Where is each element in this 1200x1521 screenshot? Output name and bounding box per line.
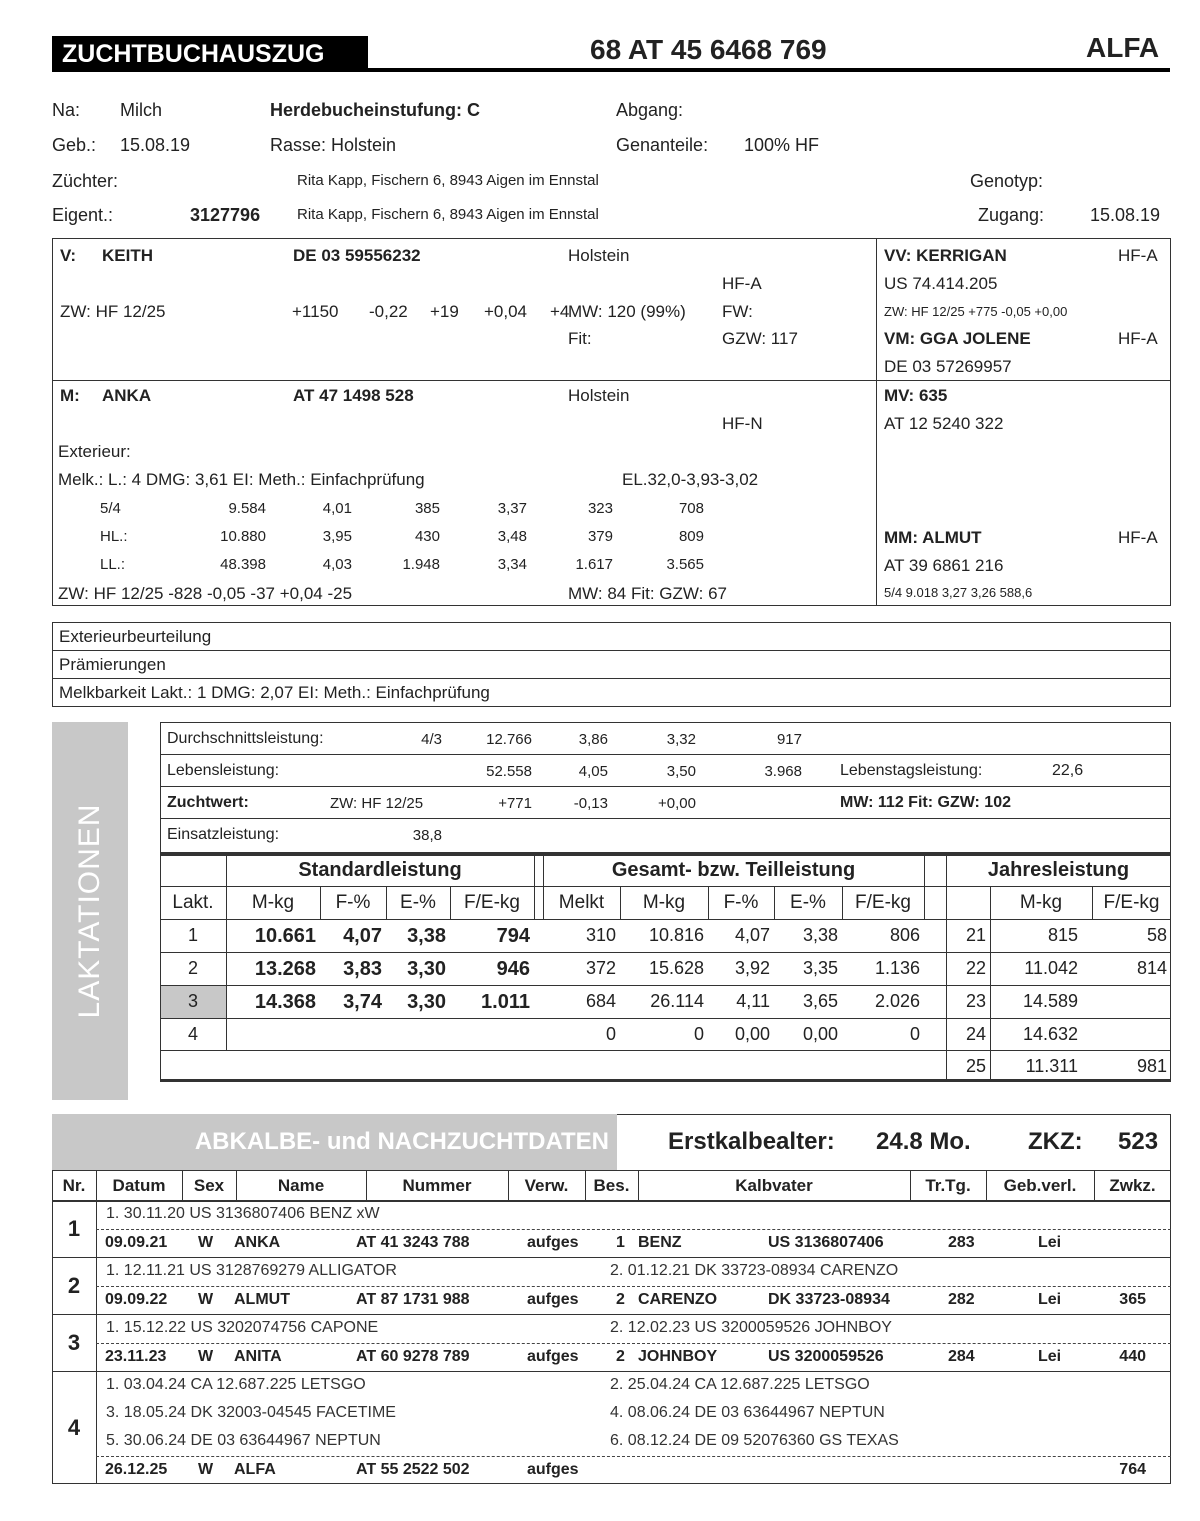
perf-label: 5/4 bbox=[100, 500, 121, 517]
cell-s-ep: 3,38 bbox=[407, 925, 446, 947]
vv-nr: US 74.414.205 bbox=[884, 274, 998, 293]
perf-ep: 3,37 bbox=[497, 500, 527, 517]
perf-ekg: 379 bbox=[587, 528, 613, 545]
cell-kv-nr: DK 33723-08934 bbox=[768, 1291, 890, 1308]
geb-value: 15.08.19 bbox=[120, 135, 191, 155]
geb-label: Geb.: bbox=[52, 135, 97, 155]
dam-exterieur: Exterieur: bbox=[58, 442, 131, 461]
insemination-record: 1. 12.11.21 US 3128769279 ALLIGATOR bbox=[106, 1262, 397, 1279]
divider bbox=[160, 985, 1171, 986]
cell-s-ep: 3,30 bbox=[407, 958, 446, 980]
dam-mw: MW: 84 Fit: GZW: 67 bbox=[568, 584, 728, 603]
sire-code: HF-A bbox=[722, 274, 762, 293]
cell-s-mkg: 14.368 bbox=[254, 991, 316, 1013]
insemination-record: 2. 25.04.24 CA 12.687.225 LETSGO bbox=[610, 1376, 870, 1393]
group-gesamt: Gesamt- bzw. Teilleistung bbox=[611, 859, 856, 881]
col-header: F-% bbox=[723, 892, 759, 913]
insemination-record: 2. 12.02.23 US 3200059526 JOHNBOY bbox=[610, 1319, 892, 1336]
cell-trtg: 283 bbox=[948, 1234, 975, 1251]
perf-fkg: 1.948 bbox=[402, 556, 440, 573]
perf-mkg: 10.880 bbox=[220, 528, 266, 545]
title-rule bbox=[52, 68, 1170, 72]
durchschnitt-fp: 3,86 bbox=[578, 731, 608, 748]
cell-g-mkg: 26.114 bbox=[650, 991, 704, 1011]
zuechter-value: Rita Kapp, Fischern 6, 8943 Aigen im Ennstal bbox=[297, 172, 599, 189]
sire-zw-prot-kg: +4 bbox=[550, 302, 570, 321]
cell-j-fekg: 58 bbox=[1146, 925, 1167, 945]
cell-gebverl: Lei bbox=[1038, 1348, 1062, 1365]
col-header: Melkt bbox=[558, 892, 605, 913]
dam-melk: Melk.: L.: 4 DMG: 3,61 EI: Meth.: Einfachprüfung bbox=[58, 470, 425, 489]
col-header: E-% bbox=[400, 892, 436, 913]
perf-fekg: 708 bbox=[678, 500, 704, 517]
cell-sex: W bbox=[198, 1234, 214, 1251]
lebenstag-label: Lebenstagsleistung: bbox=[840, 762, 983, 779]
perf-label: HL.: bbox=[100, 528, 128, 545]
sire-zw: ZW: HF 12/25 bbox=[60, 302, 166, 321]
vm-code: HF-A bbox=[1118, 329, 1158, 348]
sire-zw-prot-pct: +0,04 bbox=[484, 302, 528, 321]
cell-bes: 2 bbox=[616, 1291, 625, 1308]
col-header: Name bbox=[277, 1176, 325, 1195]
leben-mkg: 52.558 bbox=[486, 763, 532, 780]
perf-ekg: 1.617 bbox=[575, 556, 613, 573]
sire-label: V: bbox=[60, 246, 77, 265]
dam-label: M: bbox=[60, 386, 80, 405]
divider bbox=[52, 1257, 1171, 1258]
divider bbox=[160, 1050, 1171, 1051]
divider bbox=[160, 818, 1171, 819]
mv-name: MV: 635 bbox=[884, 386, 948, 405]
cell-j-fekg: 814 bbox=[1136, 958, 1167, 978]
cell-kv-name: CARENZO bbox=[638, 1291, 718, 1308]
cell-lakt: 1 bbox=[187, 925, 198, 945]
vv-name: VV: KERRIGAN bbox=[884, 246, 1007, 265]
cell-g-fekg: 0 bbox=[909, 1024, 920, 1044]
cell-sex: W bbox=[198, 1348, 214, 1365]
col-header: Verw. bbox=[524, 1176, 569, 1195]
zuchtwert-zw: ZW: HF 12/25 bbox=[330, 795, 424, 812]
cell-sex: W bbox=[198, 1291, 214, 1308]
abkalbe-title: ABKALBE- und NACHZUCHTDATEN bbox=[52, 1114, 617, 1170]
col-header: Nr. bbox=[62, 1176, 86, 1195]
insemination-record: 6. 08.12.24 DE 09 52076360 GS TEXAS bbox=[610, 1432, 899, 1449]
cell-name: ALMUT bbox=[234, 1291, 290, 1308]
entry-nr: 2 bbox=[67, 1272, 81, 1298]
col-header: Geb.verl. bbox=[1003, 1176, 1077, 1195]
genotyp-label: Genotyp: bbox=[970, 171, 1044, 191]
cell-s-ep: 3,30 bbox=[407, 991, 446, 1013]
laktationen-sidebar bbox=[52, 722, 128, 1100]
perf-fkg: 430 bbox=[414, 528, 440, 545]
mm-perf: 5/4 9.018 3,27 3,26 588,6 bbox=[884, 585, 1033, 600]
perf-fekg: 3.565 bbox=[666, 556, 704, 573]
cell-s-fekg: 946 bbox=[496, 958, 530, 980]
dam-el: EL.32,0-3,93-3,02 bbox=[622, 470, 759, 489]
cell-name: ANKA bbox=[234, 1234, 281, 1251]
mm-name: MM: ALMUT bbox=[884, 528, 982, 547]
col-header: F-% bbox=[335, 892, 371, 913]
zkz-value: 523 bbox=[1118, 1128, 1159, 1155]
cell-name: ALFA bbox=[234, 1461, 276, 1478]
col-header: M-kg bbox=[642, 892, 686, 913]
cell-g-fekg: 806 bbox=[889, 925, 920, 945]
exterieurbeurteilung: Exterieurbeurteilung bbox=[59, 627, 212, 646]
divider bbox=[924, 853, 925, 919]
durchschnitt-mkg: 12.766 bbox=[486, 731, 532, 748]
cell-s-fp: 3,74 bbox=[343, 991, 382, 1013]
leben-label: Lebensleistung: bbox=[167, 762, 280, 779]
cell-datum: 09.09.21 bbox=[105, 1234, 168, 1251]
dam-breed: Holstein bbox=[568, 386, 630, 405]
perf-mkg: 48.398 bbox=[220, 556, 266, 573]
insemination-record: 5. 30.06.24 DE 03 63644967 NEPTUN bbox=[106, 1432, 381, 1449]
perf-ekg: 323 bbox=[587, 500, 613, 517]
insemination-record: 1. 30.11.20 US 3136807406 BENZ xW bbox=[106, 1205, 380, 1222]
animal-name: ALFA bbox=[1086, 32, 1160, 63]
praemierungen: Prämierungen bbox=[59, 655, 166, 674]
zuchtwert-mw: MW: 112 Fit: GZW: 102 bbox=[840, 794, 1011, 811]
perf-label: LL.: bbox=[100, 556, 126, 573]
cell-bes: 2 bbox=[616, 1348, 625, 1365]
divider bbox=[160, 754, 1171, 755]
col-header: F/E-kg bbox=[1103, 892, 1160, 913]
divider bbox=[96, 1170, 97, 1484]
col-header: Datum bbox=[112, 1176, 166, 1195]
insemination-record: 4. 08.06.24 DE 03 63644967 NEPTUN bbox=[610, 1404, 885, 1421]
dashed-divider bbox=[96, 1456, 1171, 1457]
perf-fekg: 809 bbox=[678, 528, 704, 545]
cell-s-fekg: 794 bbox=[496, 925, 530, 947]
cell-year: 21 bbox=[965, 925, 986, 945]
divider bbox=[160, 1018, 1171, 1019]
vm-name: VM: GGA JOLENE bbox=[884, 329, 1031, 348]
insemination-record: 1. 03.04.24 CA 12.687.225 LETSGO bbox=[106, 1376, 366, 1393]
cell-lakt: 2 bbox=[187, 958, 198, 978]
col-header: Sex bbox=[193, 1176, 225, 1195]
cell-year: 22 bbox=[965, 958, 986, 978]
col-header: Nummer bbox=[402, 1176, 472, 1195]
cell-year: 23 bbox=[965, 991, 986, 1011]
cell-j-mkg: 14.589 bbox=[1022, 991, 1078, 1011]
col-header: Kalbvater bbox=[735, 1176, 813, 1195]
cell-name: ANITA bbox=[234, 1348, 282, 1365]
cell-kv-nr: US 3200059526 bbox=[768, 1348, 884, 1365]
divider bbox=[990, 886, 991, 1082]
genanteile-label: Genanteile: bbox=[616, 135, 709, 155]
col-header: Bes. bbox=[593, 1176, 630, 1195]
erstkalb-label: Erstkalbealter: bbox=[668, 1128, 835, 1155]
vm-nr: DE 03 57269957 bbox=[884, 357, 1012, 376]
eigent-label: Eigent.: bbox=[52, 205, 114, 225]
cell-g-fekg: 1.136 bbox=[874, 958, 920, 978]
cell-trtg: 284 bbox=[948, 1348, 975, 1365]
cell-g-ep: 3,38 bbox=[802, 925, 838, 945]
cell-j-mkg: 11.311 bbox=[1025, 1056, 1078, 1076]
cell-zwkz: 764 bbox=[1119, 1461, 1146, 1478]
col-header: E-% bbox=[790, 892, 826, 913]
dam-name: ANKA bbox=[102, 386, 152, 405]
cell-datum: 26.12.25 bbox=[105, 1461, 168, 1478]
cell-zwkz: 365 bbox=[1119, 1291, 1146, 1308]
laktationen-label: LAKTATIONEN bbox=[73, 803, 106, 1019]
sire-fit: Fit: bbox=[568, 329, 592, 348]
col-header: F/E-kg bbox=[855, 892, 911, 913]
cell-g-ep: 0,00 bbox=[802, 1024, 838, 1044]
cell-g-fp: 0,00 bbox=[734, 1024, 770, 1044]
cell-s-fp: 4,07 bbox=[343, 925, 382, 947]
cell-nummer: AT 60 9278 789 bbox=[356, 1348, 470, 1365]
vv-code: HF-A bbox=[1118, 246, 1158, 265]
mm-code: HF-A bbox=[1118, 528, 1158, 547]
dashed-divider bbox=[96, 1229, 1171, 1230]
cell-s-mkg: 13.268 bbox=[254, 958, 316, 980]
lebenstag-value: 22,6 bbox=[1052, 762, 1084, 779]
perf-fp: 3,95 bbox=[322, 528, 352, 545]
divider bbox=[534, 853, 535, 919]
cell-datum: 09.09.22 bbox=[105, 1291, 168, 1308]
cell-g-fp: 3,92 bbox=[734, 958, 770, 978]
zugang-value: 15.08.19 bbox=[1090, 205, 1161, 225]
zkz-label: ZKZ: bbox=[1028, 1128, 1083, 1155]
abgang-label: Abgang: bbox=[616, 100, 684, 120]
perf-mkg: 9.584 bbox=[228, 500, 266, 517]
durchschnitt-fekg: 917 bbox=[776, 731, 802, 748]
leben-fp: 4,05 bbox=[578, 763, 608, 780]
zuchtwert-milk: +771 bbox=[498, 795, 532, 812]
divider bbox=[52, 1314, 1171, 1315]
cell-verw: aufges bbox=[527, 1234, 579, 1251]
cell-s-fp: 3,83 bbox=[343, 958, 382, 980]
insemination-record: 3. 18.05.24 DK 32003-04545 FACETIME bbox=[106, 1404, 396, 1421]
cell-nummer: AT 55 2522 502 bbox=[356, 1461, 470, 1478]
perf-ep: 3,34 bbox=[497, 556, 527, 573]
animal-id: 68 AT 45 6468 769 bbox=[590, 34, 827, 65]
sire-zw-milk: +1150 bbox=[292, 302, 339, 321]
sire-breed: Holstein bbox=[568, 246, 630, 265]
perf-ep: 3,48 bbox=[497, 528, 527, 545]
cell-g-fp: 4,07 bbox=[734, 925, 770, 945]
insemination-record: 2. 01.12.21 DK 33723-08934 CARENZO bbox=[610, 1262, 899, 1279]
divider bbox=[52, 380, 1171, 381]
sire-nr: DE 03 59556232 bbox=[293, 246, 421, 265]
cell-g-ep: 3,65 bbox=[802, 991, 838, 1011]
cell-nummer: AT 87 1731 988 bbox=[356, 1291, 470, 1308]
divider bbox=[160, 919, 1171, 920]
leben-ep: 3,50 bbox=[666, 763, 696, 780]
cell-datum: 23.11.23 bbox=[105, 1348, 167, 1365]
cell-year: 25 bbox=[965, 1056, 986, 1076]
durchschnitt-ep: 3,32 bbox=[666, 731, 696, 748]
na-label: Na: bbox=[52, 100, 81, 120]
cell-kv-nr: US 3136807406 bbox=[768, 1234, 884, 1251]
cell-g-mkg: 15.628 bbox=[648, 958, 704, 978]
cell-melkt: 0 bbox=[605, 1024, 616, 1044]
cell-verw: aufges bbox=[527, 1348, 579, 1365]
entry-nr: 4 bbox=[67, 1414, 81, 1440]
perf-fkg: 385 bbox=[414, 500, 440, 517]
mm-nr: AT 39 6861 216 bbox=[884, 556, 1004, 575]
zuchtwert-label: Zuchtwert: bbox=[167, 794, 249, 811]
col-header: M-kg bbox=[251, 892, 295, 913]
group-jahres: Jahresleistung bbox=[987, 859, 1130, 881]
divider bbox=[160, 886, 1171, 887]
zuchtwert-fat: -0,13 bbox=[573, 795, 608, 812]
col-header: M-kg bbox=[1019, 892, 1063, 913]
cell-s-mkg: 10.661 bbox=[254, 925, 316, 947]
dam-code: HF-N bbox=[722, 414, 763, 433]
divider bbox=[160, 952, 1171, 953]
dam-nr: AT 47 1498 528 bbox=[293, 386, 414, 405]
divider bbox=[226, 853, 227, 1050]
cell-g-mkg: 10.816 bbox=[648, 925, 704, 945]
dashed-divider bbox=[96, 1286, 1171, 1287]
rasse: Rasse: Holstein bbox=[270, 135, 397, 155]
cell-g-fekg: 2.026 bbox=[874, 991, 920, 1011]
divider bbox=[160, 786, 1171, 787]
genanteile-value: 100% HF bbox=[744, 135, 820, 155]
cell-s-fekg: 1.011 bbox=[481, 991, 530, 1013]
zuechter-label: Züchter: bbox=[52, 171, 119, 191]
cell-g-mkg: 0 bbox=[693, 1024, 704, 1044]
divider bbox=[876, 238, 877, 606]
divider bbox=[52, 678, 1171, 679]
col-header: Lakt. bbox=[172, 892, 214, 913]
sire-name: KEITH bbox=[102, 246, 153, 265]
insemination-record: 1. 15.12.22 US 3202074756 CAPONE bbox=[106, 1319, 379, 1336]
cell-year: 24 bbox=[965, 1024, 986, 1044]
einsatz-value: 38,8 bbox=[412, 827, 442, 844]
cell-kv-name: JOHNBOY bbox=[638, 1348, 718, 1365]
cell-gebverl: Lei bbox=[1038, 1234, 1062, 1251]
perf-fp: 4,01 bbox=[322, 500, 352, 517]
cell-sex: W bbox=[198, 1461, 214, 1478]
divider bbox=[52, 650, 1171, 651]
eigent-value: Rita Kapp, Fischern 6, 8943 Aigen im Ennstal bbox=[297, 206, 599, 223]
document-title: ZUCHTBUCHAUSZUG bbox=[52, 36, 368, 72]
cell-gebverl: Lei bbox=[1038, 1291, 1062, 1308]
sire-zw-fat-pct: -0,22 bbox=[369, 302, 408, 321]
divider bbox=[52, 1371, 1171, 1372]
cell-zwkz: 440 bbox=[1119, 1348, 1146, 1365]
melkbarkeit: Melkbarkeit Lakt.: 1 DMG: 2,07 EI: Meth.: Einfachprüfung bbox=[59, 683, 490, 702]
cell-verw: aufges bbox=[527, 1291, 579, 1308]
erstkalb-value: 24.8 Mo. bbox=[876, 1128, 971, 1155]
dashed-divider bbox=[96, 1343, 1171, 1344]
cell-g-fp: 4,11 bbox=[736, 991, 770, 1011]
cell-j-mkg: 11.042 bbox=[1024, 958, 1078, 978]
cell-melkt: 372 bbox=[585, 958, 616, 978]
cell-trtg: 282 bbox=[948, 1291, 975, 1308]
cell-melkt: 310 bbox=[585, 925, 616, 945]
durchschnitt-label: Durchschnittsleistung: bbox=[167, 730, 324, 747]
durchschnitt-lakt: 4/3 bbox=[421, 731, 442, 748]
cell-lakt: 4 bbox=[187, 1024, 198, 1044]
vv-zw: ZW: HF 12/25 +775 -0,05 +0,00 bbox=[884, 304, 1068, 319]
cell-bes: 1 bbox=[616, 1234, 625, 1251]
sire-mw: MW: 120 (99%) bbox=[568, 302, 686, 321]
col-header: Tr.Tg. bbox=[925, 1176, 971, 1195]
cell-j-fekg: 981 bbox=[1136, 1056, 1167, 1076]
mv-nr: AT 12 5240 322 bbox=[884, 414, 1004, 433]
cell-verw: aufges bbox=[527, 1461, 579, 1478]
sire-fw: FW: bbox=[722, 302, 753, 321]
cell-lakt: 3 bbox=[187, 991, 198, 1011]
zugang-label: Zugang: bbox=[978, 205, 1045, 225]
zuchtwert-prot: +0,00 bbox=[658, 795, 696, 812]
cell-g-ep: 3,35 bbox=[802, 958, 838, 978]
cell-kv-name: BENZ bbox=[638, 1234, 682, 1251]
eigent-nr: 3127796 bbox=[190, 205, 261, 225]
sire-gzw: GZW: 117 bbox=[722, 329, 798, 348]
einsatz-label: Einsatzleistung: bbox=[167, 826, 280, 843]
cell-nummer: AT 41 3243 788 bbox=[356, 1234, 470, 1251]
col-header: Zwkz. bbox=[1109, 1176, 1156, 1195]
na-value: Milch bbox=[120, 100, 163, 120]
cell-j-mkg: 815 bbox=[1047, 925, 1078, 945]
entry-nr: 3 bbox=[67, 1329, 81, 1355]
cell-melkt: 684 bbox=[585, 991, 616, 1011]
divider bbox=[52, 1200, 1171, 1202]
group-standard: Standardleistung bbox=[298, 859, 462, 881]
herdebuch-class: Herdebucheinstufung: C bbox=[270, 100, 480, 120]
sire-zw-fat-kg: +19 bbox=[430, 302, 459, 321]
cell-j-mkg: 14.632 bbox=[1022, 1024, 1078, 1044]
leben-fekg: 3.968 bbox=[764, 763, 802, 780]
col-header: F/E-kg bbox=[464, 892, 520, 913]
perf-fp: 4,03 bbox=[322, 556, 352, 573]
divider bbox=[52, 1170, 1171, 1171]
dam-zw: ZW: HF 12/25 -828 -0,05 -37 +0,04 -25 bbox=[58, 584, 353, 603]
entry-nr: 1 bbox=[67, 1215, 81, 1241]
